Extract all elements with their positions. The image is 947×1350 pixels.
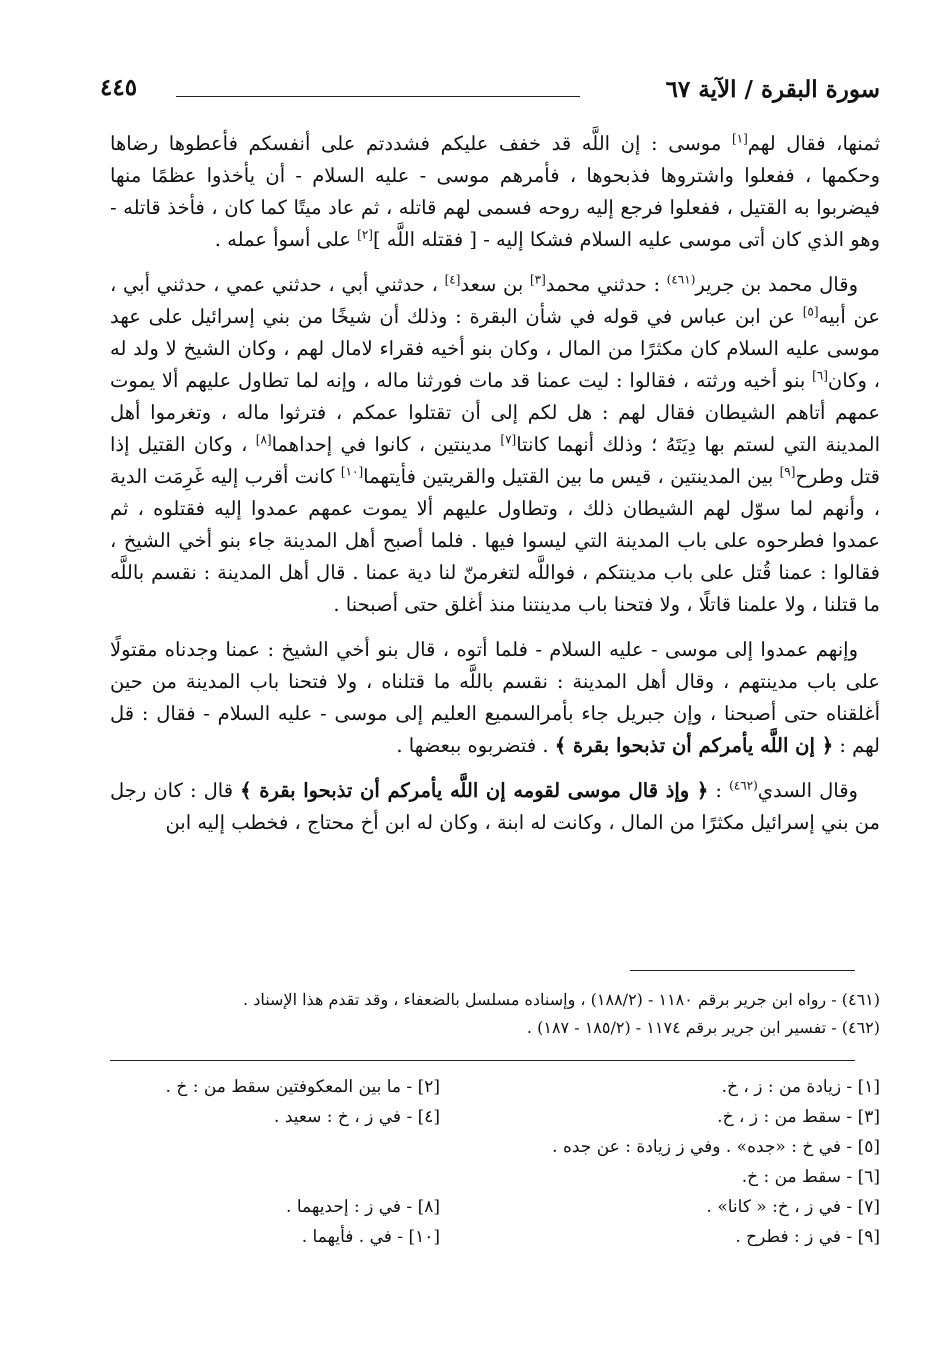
variant-row	[110, 1072, 880, 1102]
text-run: بين المدينتين ، قيس ما بين القتيل والقريتين فأيتهما	[363, 465, 780, 488]
header-rule	[176, 96, 580, 97]
variant-note-7: [٧] - في ز ، خ: « كانا» .	[706, 1197, 880, 1217]
text-run: قال : كان رجل من بني إسرائيل مكثرًا من المال ، وكانت له ابنة ، وكان له ابن أخ محتاج ، فخطب إليه ابن	[110, 779, 880, 834]
variant-notes	[110, 1072, 880, 1272]
variant-ref: [١]	[731, 131, 748, 146]
text-run: بن سعد	[460, 273, 530, 296]
variant-note-2: [٢] - ما بين المعكوفتين سقط من : خ .	[165, 1077, 440, 1097]
variant-ref: [٣]	[529, 272, 546, 287]
text-run: كانت أقرب إليه غَرِمَت الدية ، وأنهم لما سوّل لهم الشيطان ذلك ، وتطاول عليهم ألا يموت عمهم عمدوا إليه فقتلوه ، ثم عمدوا فطرحوه على باب المدينة التي ليسوا فيها . فلما أصبح أهل المدينة جاء بنو أخي الشيخ ، فقالوا : عمنا قُتل على باب مدينتكم ، فواللَّه لتغرمنّ لنا دية عمنا . قال أهل المدينة : نقسم باللَّه ما قتلنا ، ولا علمنا قاتلًا ، ولا فتحنا باب مدينتنا منذ أغلق حتى أصبحنا .	[110, 465, 880, 616]
variant-row	[110, 1162, 880, 1192]
text-run: . فتضربوه ببعضها .	[396, 734, 555, 757]
variant-row	[110, 1132, 880, 1162]
variant-ref: [٩]	[779, 464, 796, 479]
variant-note-9: [٩] - في ز : فطرح .	[735, 1227, 880, 1247]
text-run: :	[708, 779, 730, 802]
quran-verse: ﴿ وإذ قال موسى لقومه إن اللَّه يأمركم أن تذبحوا بقرة ﴾	[240, 779, 709, 802]
text-run: بنو أخيه ورثته ، فقالوا : ليت عمنا قد مات فورثنا ماله ، وإنه لما تطاول عليهم ألا يموت عمهم أتاهم الشيطان فقال لهم : هل لكم إلى أن تقتلوا عمكم ، فترثوا ماله ، وتغرموا أهل المدينة التي لستم بها دِيَتَهُ ؛ وذلك أنهما كانتا	[110, 369, 880, 456]
text-run: مدينتين ، كانوا في إحداهما	[271, 433, 501, 456]
variant-note-1: [١] - زيادة من : ز ، خ.	[721, 1077, 880, 1097]
variant-note-3: [٣] - سقط من : ز ، خ.	[717, 1107, 880, 1127]
text-run: موسى : إن اللَّه قد خفف عليكم فشددتم على أنفسكم فأعطوها رضاها وحكمها ، ففعلوا واشتروها فذبحوها ، فأمرهم موسى - عليه السلام - أن يأخذوا عظمًا منها فيضربوا به القتيل ، ففعلوا فرجع إليه روحه فسمى لهم قاتله ، ثم عاد ميتًا كما كان ، فأخذ قاتله - وهو الذي كان أتى موسى عليه السلام فشكا إليه - [ فقتله اللَّه ]	[110, 132, 880, 251]
text-run: ثمنها، فقال لهم	[747, 132, 880, 155]
text-run: وقال محمد بن جرير	[695, 273, 858, 296]
variant-ref: [٢]	[357, 227, 373, 242]
variant-ref: [٥]	[802, 304, 819, 319]
text-run: وإنهم عمدوا إلى موسى - عليه السلام - فلما أتوه ، قال بنو أخي الشيخ : عمنا وجدناه مقتولًا على باب مدينتهم ، وقال أهل المدينة : نقسم باللَّه ما قتلناه ، ولا فتحنا باب المدينة من حين أغلقناه حتى أصبحنا ، وإن جبريل جاء بأمرالسميع العليم إلى موسى - عليه السلام - فقال : قل لهم :	[110, 638, 880, 757]
footnote-ref: (٤٦٢)	[729, 778, 758, 793]
paragraph-4	[110, 775, 880, 839]
variant-note-5: [٥] - في خ : «جده» . وفي ز زيادة : عن جده .	[552, 1137, 880, 1157]
running-title: سورة البقرة / الآية ٦٧	[665, 76, 880, 103]
text-run: وقال السدي	[757, 779, 858, 802]
variant-ref: [٤]	[444, 272, 461, 287]
page-number: ٤٤٥	[100, 74, 138, 101]
variant-notes-separator	[110, 1060, 855, 1061]
text-run: ، حدثني أبي ، حدثني عمي ، حدثني أبي ، عن أبيه	[110, 273, 880, 328]
paragraph-3	[110, 634, 880, 762]
text-run: عن ابن عباس في قوله في شأن البقرة : وذلك أن شيخًا من بني إسرائيل على عهد موسى عليه السلام كان مكثرًا من المال ، وكان بنو أخيه فقراء لامال لهم ، وكان الشيخ لا ولد له ، وكان	[110, 305, 880, 392]
variant-ref: [٦]	[812, 368, 828, 383]
variant-note-10: [١٠] - في . فأيهما .	[301, 1227, 440, 1247]
variant-ref: [٧]	[500, 432, 517, 447]
paragraph-1	[110, 128, 880, 256]
variant-row	[110, 1102, 880, 1132]
variant-row	[110, 1192, 880, 1222]
text-run: : حدثني محمد	[545, 273, 667, 296]
page-header	[100, 70, 880, 110]
variant-row	[110, 1222, 880, 1252]
variant-note-6: [٦] - سقط من : خ.	[741, 1167, 880, 1187]
footnote-separator	[630, 970, 855, 971]
footnotes	[110, 986, 880, 1042]
variant-ref: [١٠]	[340, 464, 364, 479]
text-run: على أسوأ عمله .	[214, 228, 358, 251]
quran-verse: ﴿ إن اللَّه يأمركم أن تذبحوا بقرة ﴾	[554, 734, 834, 757]
footnote-461: (٤٦١) - رواه ابن جرير برقم ١١٨٠ - (١٨٨/٢) ، وإسناده مسلسل بالضعفاء ، وقد تقدم هذا الإسناد .	[243, 990, 880, 1009]
footnote-462: (٤٦٢) - تفسير ابن جرير برقم ١١٧٤ - (١٨٥/٢ - ١٨٧) .	[526, 1018, 880, 1037]
footnote-ref: (٤٦١)	[666, 272, 696, 287]
paragraph-2	[110, 269, 880, 621]
variant-ref: [٨]	[255, 432, 272, 447]
variant-note-4: [٤] - في ز ، خ : سعيد .	[274, 1107, 440, 1127]
main-text	[110, 128, 880, 852]
variant-note-8: [٨] - في ز : إحديهما .	[286, 1197, 440, 1217]
text-run: ، وكان القتيل إذا قتل وطرح	[110, 433, 880, 488]
